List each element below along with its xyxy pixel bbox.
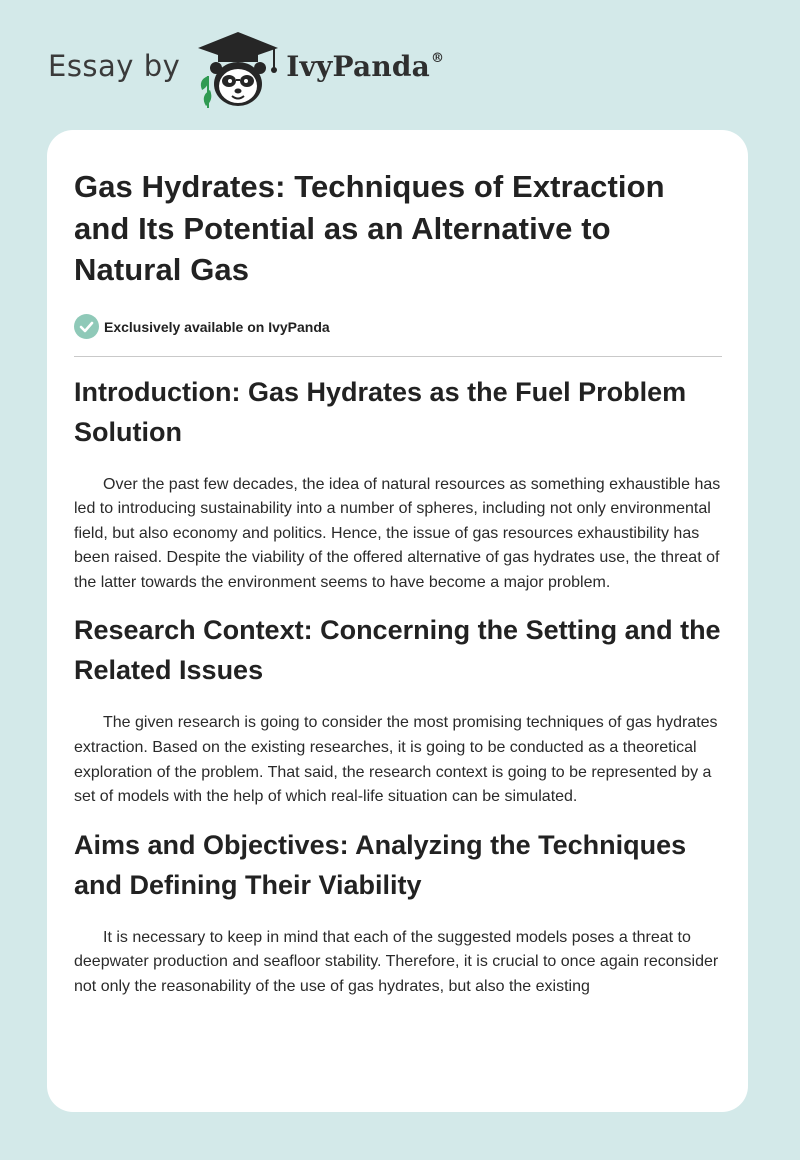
essay-title: Gas Hydrates: Techniques of Extraction and Its Potential as an Alternative to Natural Gas [74, 169, 665, 287]
brand-name[interactable] [286, 50, 444, 83]
panda-graduation-cap-icon[interactable] [194, 28, 282, 110]
section-paragraph: The given research is going to consider the most promising techniques of gas hydrates extraction. Based on the existing researches, it is going to be conducted as a theoretical exploration of the problem. That said, the research context is going to be represented by a set of models with the help of which real-life situation can be simulated. [74, 714, 718, 806]
section-research-context [74, 610, 722, 809]
section-paragraph: It is necessary to keep in mind that each of the suggested models poses a threat to deepwater production and seafloor stability. Therefore, it is crucial to once again reconsider not only the reasonability of the use of gas hydrates, but also the existing [74, 928, 719, 996]
section-heading: Aims and Objectives: Analyzing the Techniques and Defining Their Viability [74, 829, 687, 900]
section-paragraph: Over the past few decades, the idea of natural resources as something exhaustible has led to introducing sustainability into a number of spheres, including not only environmental field, but also economy and politics. Hence, the issue of gas resources exhaustibility has been raised. Despite the viability of the offered alternative of gas hydrates use, the threat of the latter towards the environment seems to have become a major problem. [74, 475, 721, 591]
registered-mark: ® [431, 50, 445, 66]
exclusive-badge [74, 314, 722, 340]
checkmark-badge-icon [74, 314, 99, 339]
brand-label: IvyPanda [286, 49, 431, 83]
essay-by-label: Essay by [48, 49, 181, 83]
title-divider [74, 356, 722, 357]
site-header [48, 30, 444, 110]
section-heading: Research Context: Concerning the Setting and the Related Issues [74, 615, 721, 686]
section-heading: Introduction: Gas Hydrates as the Fuel Problem Solution [74, 376, 687, 447]
section-aims-objectives [74, 825, 722, 1000]
essay-card [47, 130, 748, 1112]
section-introduction [74, 372, 722, 596]
exclusive-label: Exclusively available on IvyPanda [104, 318, 330, 335]
